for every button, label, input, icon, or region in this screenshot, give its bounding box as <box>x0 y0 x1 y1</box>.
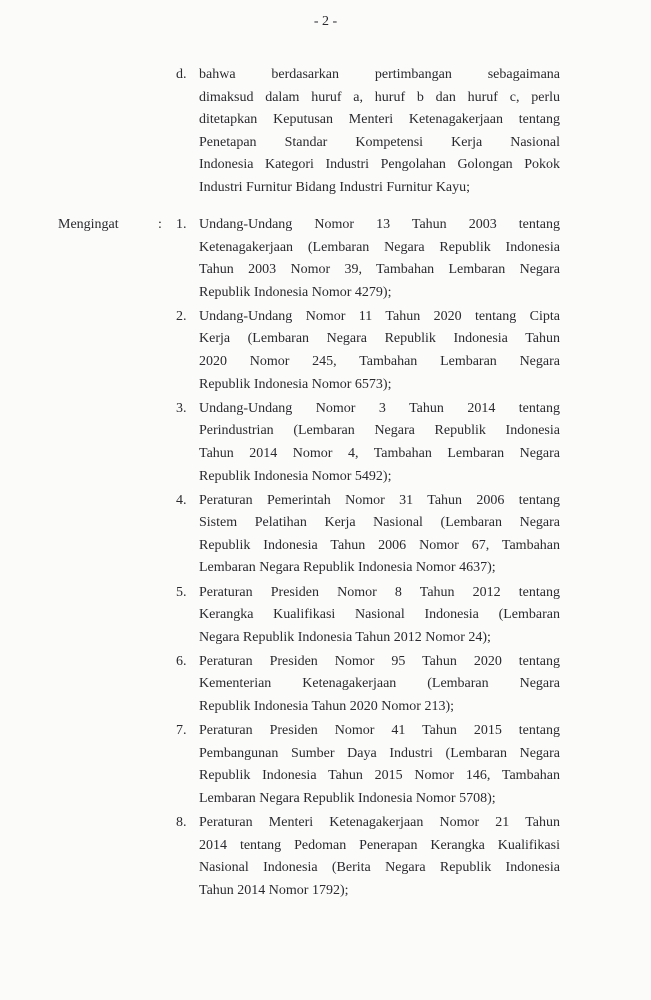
text-line: Negara Republik Indonesia Tahun 2012 Nomor 24); <box>199 629 491 645</box>
item-marker: 3. <box>176 400 187 416</box>
text-line: Undang-Undang Nomor 11 Tahun 2020 tentang Cipta <box>199 308 560 324</box>
mengingat-colon: : <box>158 217 162 232</box>
text-line: Peraturan Presiden Nomor 8 Tahun 2012 tentang <box>199 584 560 600</box>
text-line: Kerja (Lembaran Negara Republik Indonesia Tahun <box>199 331 560 347</box>
text-line: Tahun 2014 Nomor 4, Tambahan Lembaran Negara <box>199 445 560 461</box>
list-item <box>176 720 560 810</box>
text-line: Undang-Undang Nomor 3 Tahun 2014 tentang <box>199 400 560 416</box>
text-line: Perindustrian (Lembaran Negara Republik Indonesia <box>199 423 560 439</box>
item-marker: 6. <box>176 653 187 669</box>
text-line: Penetapan Standar Kompetensi Kerja Nasional <box>199 134 560 150</box>
list-item <box>176 64 560 200</box>
text-line: Lembaran Negara Republik Indonesia Nomor 4637); <box>199 560 496 576</box>
text-line: 2020 Nomor 245, Tambahan Lembaran Negara <box>199 354 560 370</box>
item-marker: 7. <box>176 723 187 739</box>
list-item <box>176 398 560 488</box>
text-line: Ketenagakerjaan (Lembaran Negara Republik Indonesia <box>199 239 560 255</box>
text-line: Republik Indonesia Tahun 2015 Nomor 146, Tambahan <box>199 768 560 784</box>
text-line: Republik Indonesia Nomor 4279); <box>199 284 392 300</box>
mengingat-list <box>176 214 560 904</box>
list-item <box>176 306 560 396</box>
item-marker: 8. <box>176 814 187 830</box>
text-line: Industri Furnitur Bidang Industri Furnitur Kayu; <box>199 179 471 195</box>
text-line: Republik Indonesia Tahun 2020 Nomor 213); <box>199 698 455 714</box>
item-marker: 5. <box>176 584 187 600</box>
page-number: - 2 - <box>313 14 338 29</box>
text-line: Tahun 2014 Nomor 1792); <box>199 882 349 898</box>
text-line: Kerangka Kualifikasi Nasional Indonesia (Lembaran <box>199 607 560 623</box>
text-line: Republik Indonesia Nomor 5492); <box>199 468 392 484</box>
text-line: Republik Indonesia Nomor 6573); <box>199 376 392 392</box>
list-item <box>176 490 560 580</box>
text-line: Pembangunan Sumber Daya Industri (Lembaran Negara <box>199 745 560 761</box>
text-line: Undang-Undang Nomor 13 Tahun 2003 tentang <box>199 217 560 232</box>
item-marker: 2. <box>176 308 187 324</box>
text-line: Nasional Indonesia (Berita Negara Republik Indonesia <box>199 860 560 876</box>
text-line: 2014 tentang Pedoman Penerapan Kerangka Kualifikasi <box>199 837 560 853</box>
list-item <box>176 651 560 719</box>
text-line: Sistem Pelatihan Kerja Nasional (Lembaran Negara <box>199 515 560 531</box>
text-line: Tahun 2003 Nomor 39, Tambahan Lembaran Negara <box>199 262 560 278</box>
text-line: Kementerian Ketenagakerjaan (Lembaran Negara <box>199 676 560 692</box>
text-line: Republik Indonesia Tahun 2006 Nomor 67, Tambahan <box>199 537 560 553</box>
text-line: Peraturan Presiden Nomor 41 Tahun 2015 tentang <box>199 723 560 739</box>
considering-clause <box>176 64 560 201</box>
text-line: Peraturan Presiden Nomor 95 Tahun 2020 tentang <box>199 653 560 669</box>
list-item <box>176 214 560 304</box>
text-line: bahwa berdasarkan pertimbangan sebagaimana <box>199 67 560 82</box>
text-line: dimaksud dalam huruf a, huruf b dan huruf c, perlu <box>199 89 560 105</box>
mengingat-label: Mengingat <box>58 217 119 232</box>
list-item <box>176 582 560 650</box>
item-marker: 4. <box>176 492 187 508</box>
text-line: Lembaran Negara Republik Indonesia Nomor 5708); <box>199 790 496 806</box>
text-line: Peraturan Pemerintah Nomor 31 Tahun 2006 tentang <box>199 492 560 508</box>
item-marker: d. <box>176 67 187 82</box>
list-item <box>176 812 560 902</box>
text-line: Indonesia Kategori Industri Pengolahan Golongan Pokok <box>199 157 560 173</box>
item-marker: 1. <box>176 217 187 232</box>
text-line: ditetapkan Keputusan Menteri Ketenagakerjaan tentang <box>199 112 560 128</box>
text-line: Peraturan Menteri Ketenagakerjaan Nomor 21 Tahun <box>199 814 560 830</box>
